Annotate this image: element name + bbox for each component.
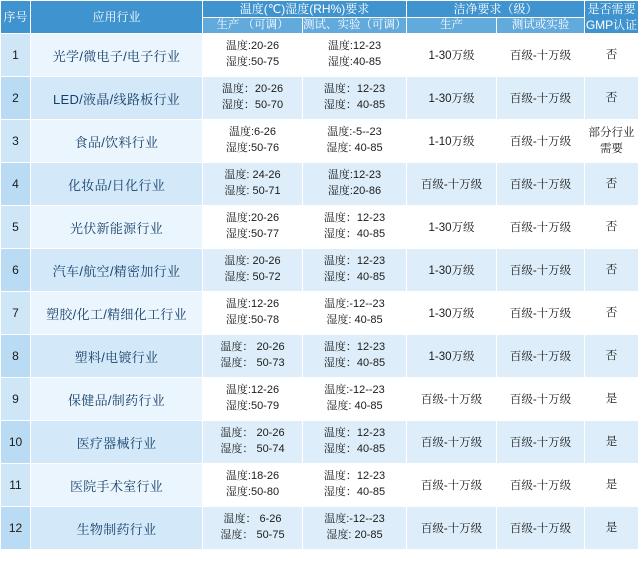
table-header (1, 1, 638, 34)
row-production-condition (203, 421, 303, 464)
row-index: 7 (1, 292, 31, 335)
production-temp: 温度:12-26 (225, 384, 280, 397)
row-clean-production: 百级-十万级 (407, 507, 497, 550)
production-humidity: 湿度： 50-74 (220, 443, 285, 456)
header-index: 序号 (1, 1, 31, 34)
test-humidity: 湿度：40-85 (323, 271, 386, 284)
production-humidity: 湿度： 50-75 (220, 529, 285, 542)
row-clean-production: 1-30万级 (407, 335, 497, 378)
test-temp: 温度:-5--23 (327, 126, 382, 139)
test-temp: 温度：12-23 (323, 427, 386, 440)
row-test-condition (303, 421, 407, 464)
table-row (1, 335, 638, 378)
production-temp: 温度: 24-26 (224, 169, 281, 182)
row-gmp: 否 (585, 163, 638, 206)
production-humidity: 湿度:50-77 (225, 228, 280, 241)
row-clean-test: 百级-十万级 (497, 206, 585, 249)
table-row (1, 378, 638, 421)
row-index: 6 (1, 249, 31, 292)
production-humidity: 湿度:50-75 (225, 56, 280, 69)
test-humidity: 湿度：40-85 (323, 228, 386, 241)
table-row (1, 421, 638, 464)
row-clean-test: 百级-十万级 (497, 421, 585, 464)
row-clean-production: 百级-十万级 (407, 421, 497, 464)
production-humidity: 湿度：50-70 (221, 99, 284, 112)
test-temp: 温度:-12--23 (324, 513, 385, 526)
row-industry: LED/液晶/线路板行业 (31, 77, 203, 120)
row-index: 10 (1, 421, 31, 464)
test-humidity: 湿度: 40-85 (326, 314, 383, 327)
row-test-condition (303, 507, 407, 550)
row-test-condition (303, 206, 407, 249)
production-humidity: 湿度:50-79 (225, 400, 280, 413)
test-humidity: 湿度：40-85 (323, 486, 386, 499)
table-body (1, 34, 638, 550)
production-humidity: 湿度:50-78 (225, 314, 280, 327)
table-row (1, 77, 638, 120)
production-temp: 温度： 6-26 (223, 513, 282, 526)
table-row (1, 292, 638, 335)
test-humidity: 湿度:20-86 (327, 185, 382, 198)
test-humidity: 湿度：40-85 (323, 357, 386, 370)
row-index: 1 (1, 34, 31, 77)
row-clean-test: 百级-十万级 (497, 120, 585, 163)
row-clean-test: 百级-十万级 (497, 34, 585, 77)
row-index: 12 (1, 507, 31, 550)
row-gmp: 否 (585, 249, 638, 292)
production-temp: 温度:20-26 (225, 40, 280, 53)
production-humidity: 湿度:50-76 (225, 142, 280, 155)
row-gmp: 否 (585, 292, 638, 335)
row-clean-test: 百级-十万级 (497, 77, 585, 120)
row-clean-production: 1-30万级 (407, 249, 497, 292)
row-production-condition (203, 34, 303, 77)
row-test-condition (303, 120, 407, 163)
row-test-condition (303, 292, 407, 335)
row-test-condition (303, 163, 407, 206)
row-index: 8 (1, 335, 31, 378)
row-production-condition (203, 163, 303, 206)
table-row (1, 249, 638, 292)
header-row-top (1, 1, 638, 18)
row-production-condition (203, 464, 303, 507)
row-industry: 生物制药行业 (31, 507, 203, 550)
row-clean-production: 1-30万级 (407, 206, 497, 249)
row-clean-production: 1-30万级 (407, 77, 497, 120)
production-temp: 温度:20-26 (225, 212, 280, 225)
test-temp: 温度：12-23 (323, 341, 386, 354)
row-industry: 医疗器械行业 (31, 421, 203, 464)
production-humidity: 湿度： 50-73 (220, 357, 285, 370)
header-production-temp: 生产 （可调） (203, 18, 303, 34)
row-gmp: 是 (585, 378, 638, 421)
row-industry: 光伏新能源行业 (31, 206, 203, 249)
row-index: 3 (1, 120, 31, 163)
row-production-condition (203, 378, 303, 421)
header-gmp: 是否需要GMP认证 (585, 2, 638, 33)
test-temp: 温度:-12--23 (324, 298, 385, 311)
row-clean-production: 1-10万级 (407, 120, 497, 163)
production-temp: 温度： 20-26 (220, 341, 285, 354)
test-temp: 温度:-12--23 (324, 384, 385, 397)
table-row (1, 507, 638, 550)
header-industry: 应用行业 (31, 1, 203, 34)
test-humidity: 湿度：40-85 (323, 99, 386, 112)
row-gmp: 否 (585, 335, 638, 378)
production-humidity: 湿度: 50-71 (224, 185, 281, 198)
header-test-temp: 测试、实验（可调） (303, 18, 407, 34)
production-temp: 温度:6-26 (228, 126, 277, 139)
row-index: 5 (1, 206, 31, 249)
row-production-condition (203, 77, 303, 120)
row-clean-test: 百级-十万级 (497, 163, 585, 206)
row-production-condition (203, 507, 303, 550)
row-gmp: 是 (585, 421, 638, 464)
row-industry: 化妆品/日化行业 (31, 163, 203, 206)
row-production-condition (203, 292, 303, 335)
test-humidity: 湿度: 40-85 (326, 142, 383, 155)
test-temp: 温度：12-23 (323, 212, 386, 225)
row-clean-test: 百级-十万级 (497, 507, 585, 550)
test-temp: 温度：12-23 (323, 470, 386, 483)
row-clean-test: 百级-十万级 (497, 335, 585, 378)
row-clean-production: 1-30万级 (407, 292, 497, 335)
production-temp: 温度：20-26 (221, 83, 284, 96)
row-clean-test: 百级-十万级 (497, 292, 585, 335)
test-temp: 温度:12-23 (327, 169, 382, 182)
row-industry: 医院手术室行业 (31, 464, 203, 507)
test-temp: 温度：12-23 (323, 83, 386, 96)
table-row (1, 464, 638, 507)
test-humidity: 湿度: 40-85 (326, 400, 383, 413)
row-clean-test: 百级-十万级 (497, 378, 585, 421)
test-humidity: 湿度:40-85 (327, 56, 382, 69)
row-clean-production: 1-30万级 (407, 34, 497, 77)
production-humidity: 湿度:50-80 (225, 486, 280, 499)
row-industry: 保健品/制药行业 (31, 378, 203, 421)
row-industry: 塑料/电镀行业 (31, 335, 203, 378)
row-test-condition (303, 77, 407, 120)
row-production-condition (203, 249, 303, 292)
production-humidity: 湿度: 50-72 (224, 271, 281, 284)
header-temp-humidity-group: 温度(℃)湿度(RH%)要求 (203, 1, 407, 18)
gmp-line-1: 部分行业 (588, 126, 635, 139)
test-temp: 温度:12-23 (327, 40, 382, 53)
production-temp: 温度: 20-26 (224, 255, 281, 268)
table-row (1, 120, 638, 163)
row-gmp (585, 120, 638, 163)
row-gmp: 否 (585, 77, 638, 120)
row-clean-production: 百级-十万级 (407, 464, 497, 507)
production-temp: 温度:12-26 (225, 298, 280, 311)
row-production-condition (203, 206, 303, 249)
row-industry: 食品/饮料行业 (31, 120, 203, 163)
table-row (1, 206, 638, 249)
row-industry: 塑胶/化工/精细化工行业 (31, 292, 203, 335)
test-temp: 温度：12-23 (323, 255, 386, 268)
production-temp: 温度： 20-26 (220, 427, 285, 440)
row-clean-production: 百级-十万级 (407, 378, 497, 421)
row-industry: 光学/微电子/电子行业 (31, 34, 203, 77)
row-test-condition (303, 378, 407, 421)
row-gmp: 是 (585, 464, 638, 507)
row-index: 4 (1, 163, 31, 206)
row-test-condition (303, 335, 407, 378)
test-humidity: 湿度: 20-85 (326, 529, 383, 542)
row-gmp: 是 (585, 507, 638, 550)
table-row (1, 34, 638, 77)
row-index: 2 (1, 77, 31, 120)
row-production-condition (203, 335, 303, 378)
header-clean-test: 测试或实验 (497, 18, 585, 34)
header-clean-production: 生产 (407, 18, 497, 34)
row-production-condition (203, 120, 303, 163)
row-index: 9 (1, 378, 31, 421)
header-cleanliness-group: 洁净要求（级） (407, 1, 585, 18)
row-test-condition (303, 249, 407, 292)
row-test-condition (303, 34, 407, 77)
gmp-line-2: 需要 (600, 143, 624, 156)
row-gmp: 否 (585, 206, 638, 249)
row-gmp: 否 (585, 34, 638, 77)
production-temp: 温度:18-26 (225, 470, 280, 483)
row-clean-test: 百级-十万级 (497, 464, 585, 507)
row-industry: 汽车/航空/精密加行业 (31, 249, 203, 292)
row-index: 11 (1, 464, 31, 507)
row-clean-production: 百级-十万级 (407, 163, 497, 206)
row-test-condition (303, 464, 407, 507)
table-row (1, 163, 638, 206)
row-clean-test: 百级-十万级 (497, 249, 585, 292)
test-humidity: 湿度：40-85 (323, 443, 386, 456)
